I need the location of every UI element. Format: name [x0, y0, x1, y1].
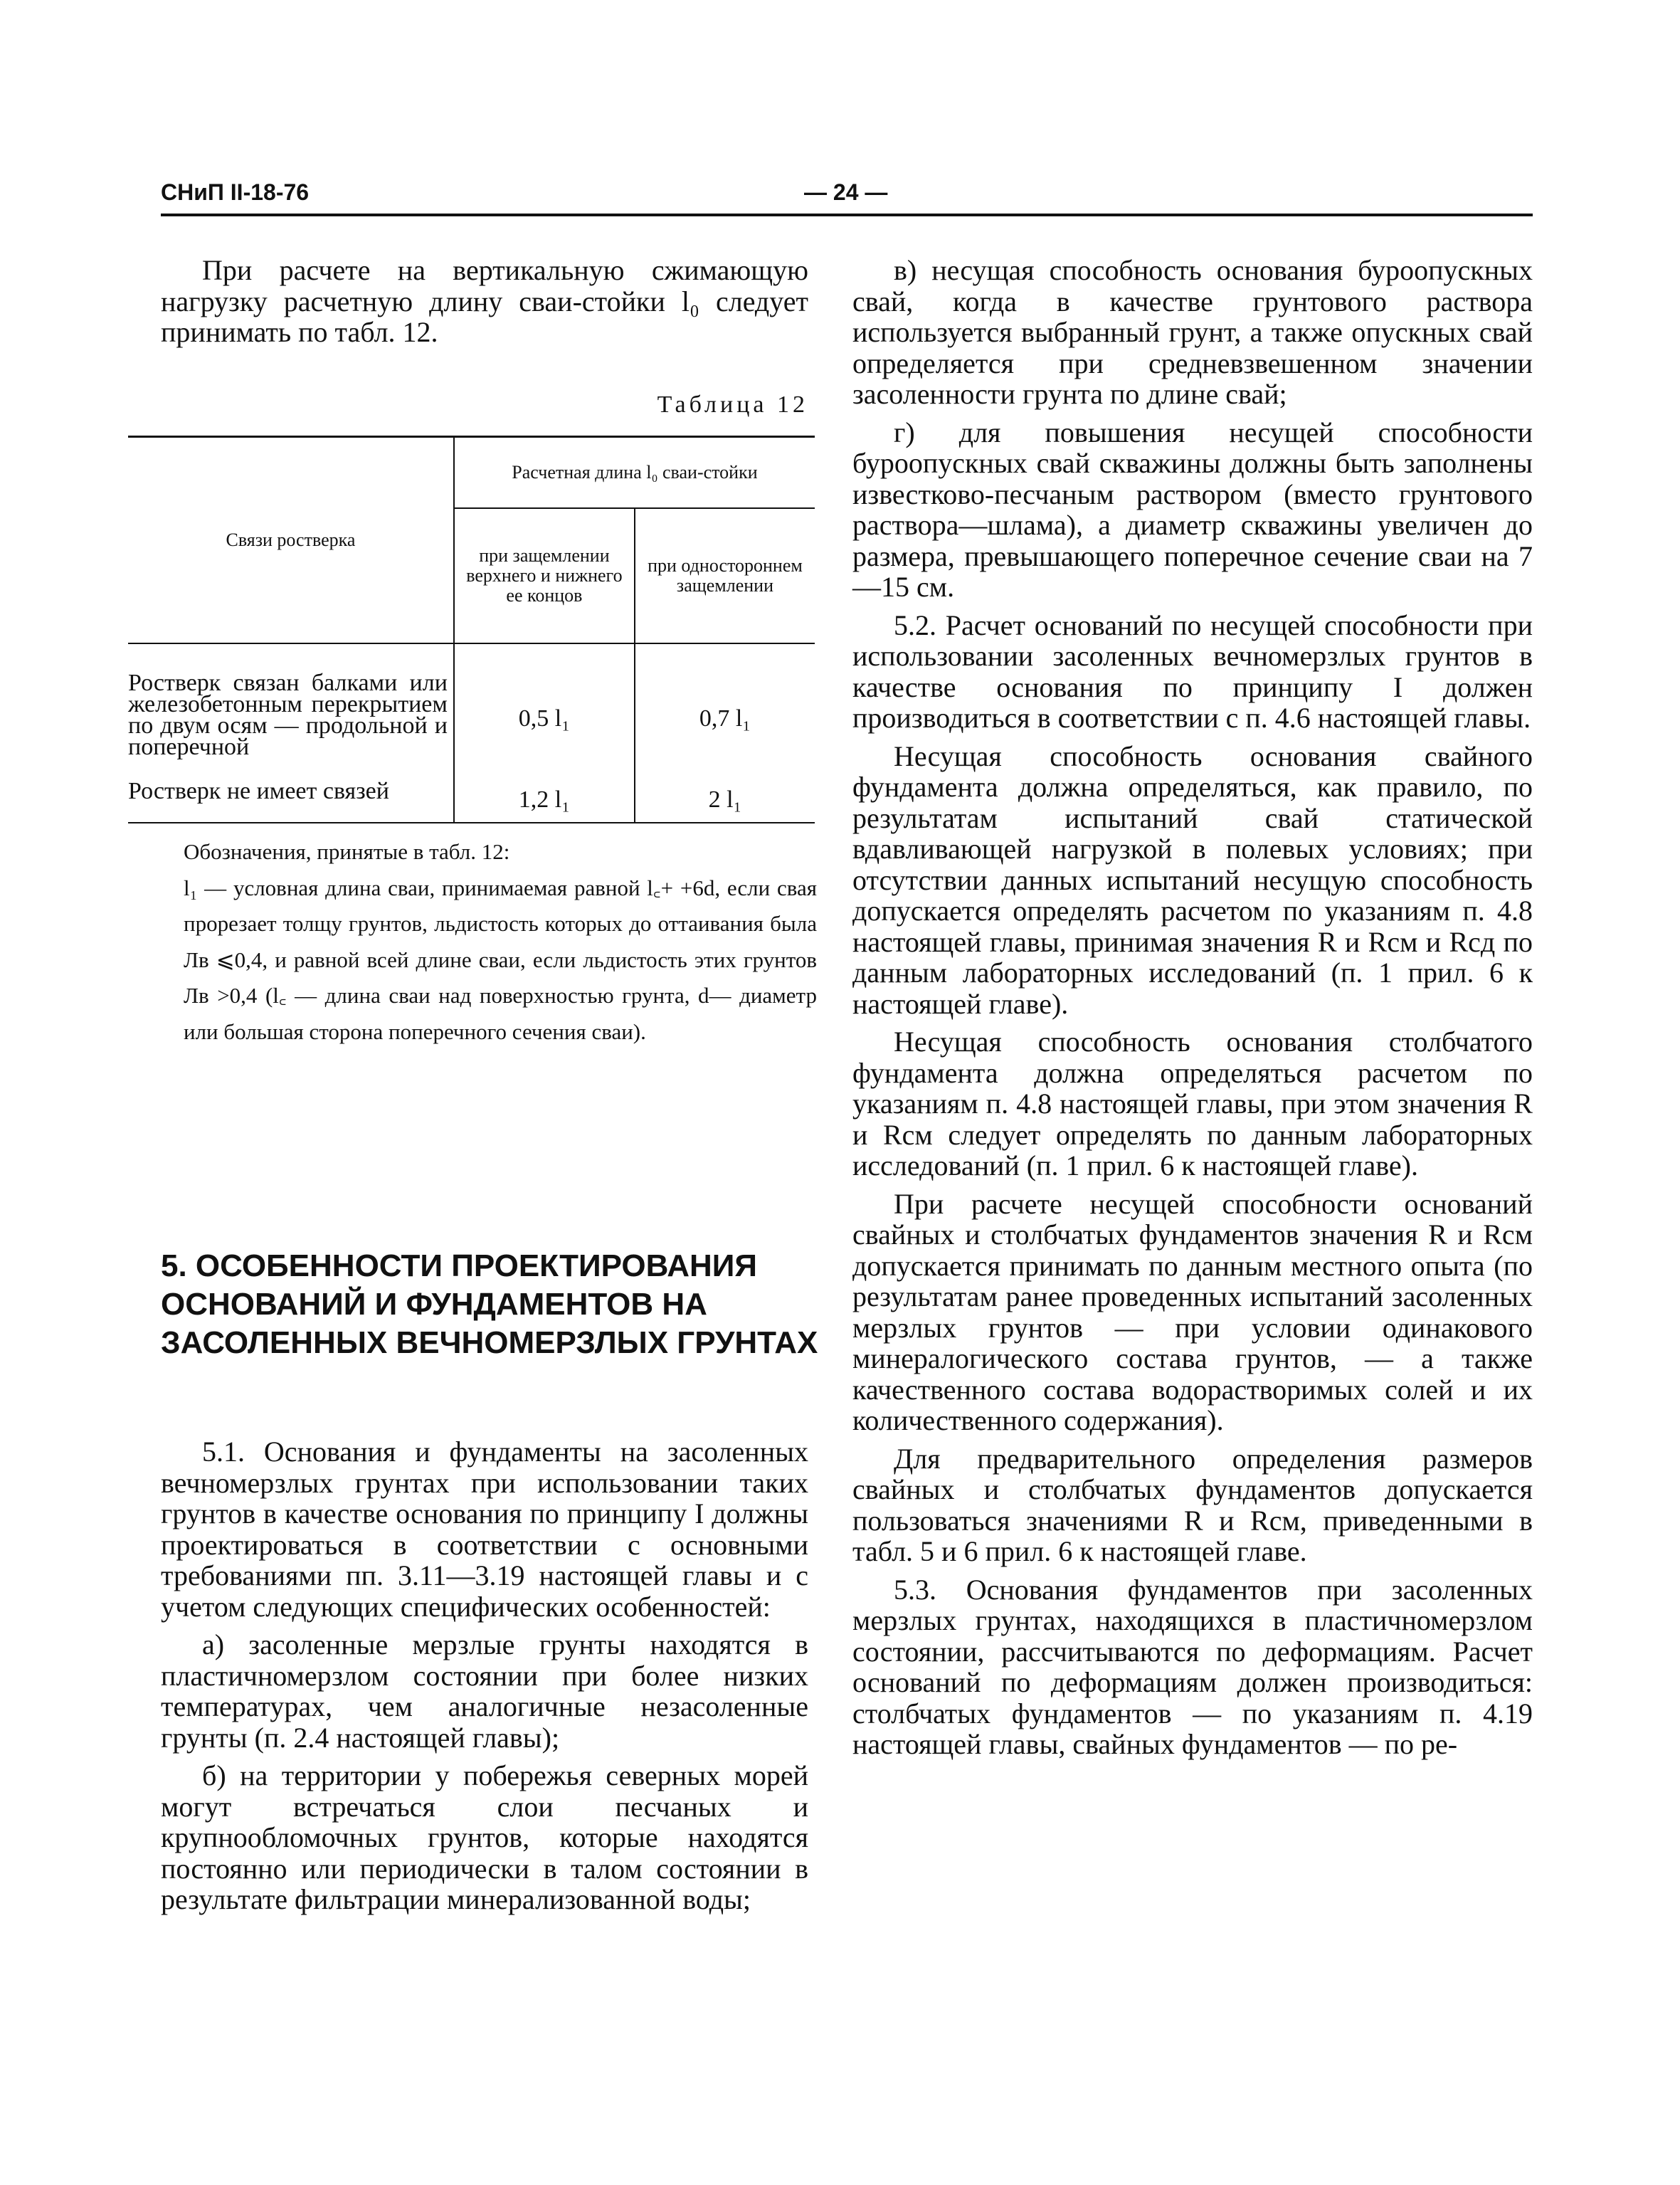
- paragraph-5-2-columns: Несущая способность основания столбчатого фундамента должна определяться расчетом по указаниям п. 4.8 настоящей главы, при этом значения R и Rсм следует определять по данным лабораторных исследований (п. 1 прил. 6 к настоящей главе).: [852, 1026, 1533, 1181]
- page-number: — 24 —: [804, 179, 888, 205]
- notes-text: l₁ — условная длина сваи, принимаемая равной l꜀+ +6d, если свая прорезает толщу грунтов, льдистость которых до оттаивания была Лв ⩽0,4, и равной всей длине сваи, если льдистость этих грунтов Лв >0,4 (l꜀ — длина сваи над поверхностью грунта, d— диаметр или большая сторона поперечного сечения сваи).: [184, 875, 817, 1044]
- paragraph-5-2-piles: Несущая способность основания свайного фундамента должна определяться, как правило, по результатам испытаний свай статической вдавливающей нагрузкой в полевых условиях; при отсутствии данных испытаний несущую способность допускается определять расчетом по указаниям п. 4.8 настоящей главы, принимая значения R и Rсм и Rсд по данным лабораторных исследований (п. 1 прил. 6 к настоящей главе).: [852, 739, 1533, 1020]
- header-cell-length: Расчетная длина l₀ сваи-стойки: [454, 437, 815, 509]
- row-both-value: 1,2 l₁: [454, 768, 635, 823]
- intro-text: При расчете на вертикальную сжимающую нагрузку расчетную длину сваи-стойки l₀ следует принимать по табл. 12.: [161, 254, 808, 348]
- item-g: г) для повышения несущей способности буроопускных свай скважины должны быть заполнены известково-песчаным раствором (вместо грунтового раствора—шлама), а диаметр скважины увеличен до размера, превышающего поперечное сечение сваи на 7—15 см.: [852, 416, 1533, 603]
- paragraph-5-3: 5.3. Основания фундаментов при засоленных мерзлых грунтах, находящихся в пластичномерзлом состоянии, рассчитываются по деформациям. Расчет оснований по деформациям должен производиться: столбчатых фундаментов — по указаниям п. 4.19 настоящей главы, свайных фундаментов — по ре-: [852, 1573, 1533, 1760]
- item-a: а) засоленные мерзлые грунты находятся в пластичномерзлом состоянии при более низких температурах, чем аналогичные незасоленные грунты (п. 2.4 настоящей главы);: [161, 1628, 808, 1754]
- document-code: СНиП II-18-76: [161, 179, 310, 205]
- intro-paragraph: [161, 255, 808, 348]
- right-body: [852, 255, 1533, 1760]
- table-12: [128, 436, 815, 823]
- header-cell-ties: Связи ростверка: [128, 437, 454, 644]
- item-b: б) на территории у побережья северных морей могут встречаться слои песчаных и крупнообломочных грунтов, которые находятся постоянно или периодически в талом состоянии в результате фильтрации минерализованной воды;: [161, 1759, 808, 1915]
- left-body: [161, 1436, 808, 1915]
- table-notes: [184, 834, 817, 1050]
- notes-title: Обозначения, принятые в табл. 12:: [184, 839, 510, 864]
- table-caption: Таблица 12: [657, 391, 808, 418]
- header-cell-one-end: при одностороннем защемлении: [635, 508, 815, 643]
- paragraph-5-2: 5.2. Расчет оснований по несущей способности при использовании засоленных вечномерзлых грунтов в качестве основания по принципу I должен производиться в соответствии с п. 4.6 настоящей главы.: [852, 609, 1533, 734]
- item-v: в) несущая способность основания буроопускных свай, когда в качестве грунтового раствора используется выбранный грунт, а также опускных свай определяется при средневзвешенном значении засоленности грунта по длине свай;: [852, 254, 1533, 410]
- section-5-title: 5. ОСОБЕННОСТИ ПРОЕКТИРОВАНИЯ ОСНОВАНИЙ И ФУНДАМЕНТОВ НА ЗАСОЛЕННЫХ ВЕЧНОМЕРЗЛЫХ ГРУНТАХ: [161, 1248, 818, 1360]
- table-row: [128, 768, 815, 823]
- row-desc: Ростверк не имеет связей: [128, 768, 454, 823]
- paragraph-5-1: 5.1. Основания и фундаменты на засоленных вечномерзлых грунтах при использовании таких грунтов в качестве основания по принципу I должны проектироваться в соответствии с основными требованиями пп. 3.11—3.19 настоящей главы и с учетом следующих специфических особенностей:: [161, 1436, 808, 1623]
- paragraph-5-2-local-experience: При расчете несущей способности оснований свайных и столбчатых фундаментов значения R и Rсм допускается принимать по данным местного опыта (по результатам ранее проведенных испытаний засоленных мерзлых грунтов — при условии одинакового минералогического состава грунтов, — а также качественного состава водорастворимых солей и их количественного содержания).: [852, 1187, 1533, 1436]
- row-one-value: 2 l₁: [635, 768, 815, 823]
- row-desc: Ростверк связан балками или железобетонным перекрытием по двум осям — продольной и поперечной: [128, 670, 448, 760]
- table-row: [128, 643, 815, 768]
- row-both-value: 0,5 l₁: [454, 643, 635, 768]
- paragraph-5-2-preliminary: Для предварительного определения размеров свайных и столбчатых фундаментов допускается пользоваться значениями R и Rсм, приведенными в табл. 5 и 6 прил. 6 к настоящей главе.: [852, 1442, 1533, 1567]
- header-rule: [161, 214, 1533, 216]
- header-cell-both-ends: при защемлении верхнего и нижнего ее концов: [454, 508, 635, 643]
- row-one-value: 0,7 l₁: [635, 643, 815, 768]
